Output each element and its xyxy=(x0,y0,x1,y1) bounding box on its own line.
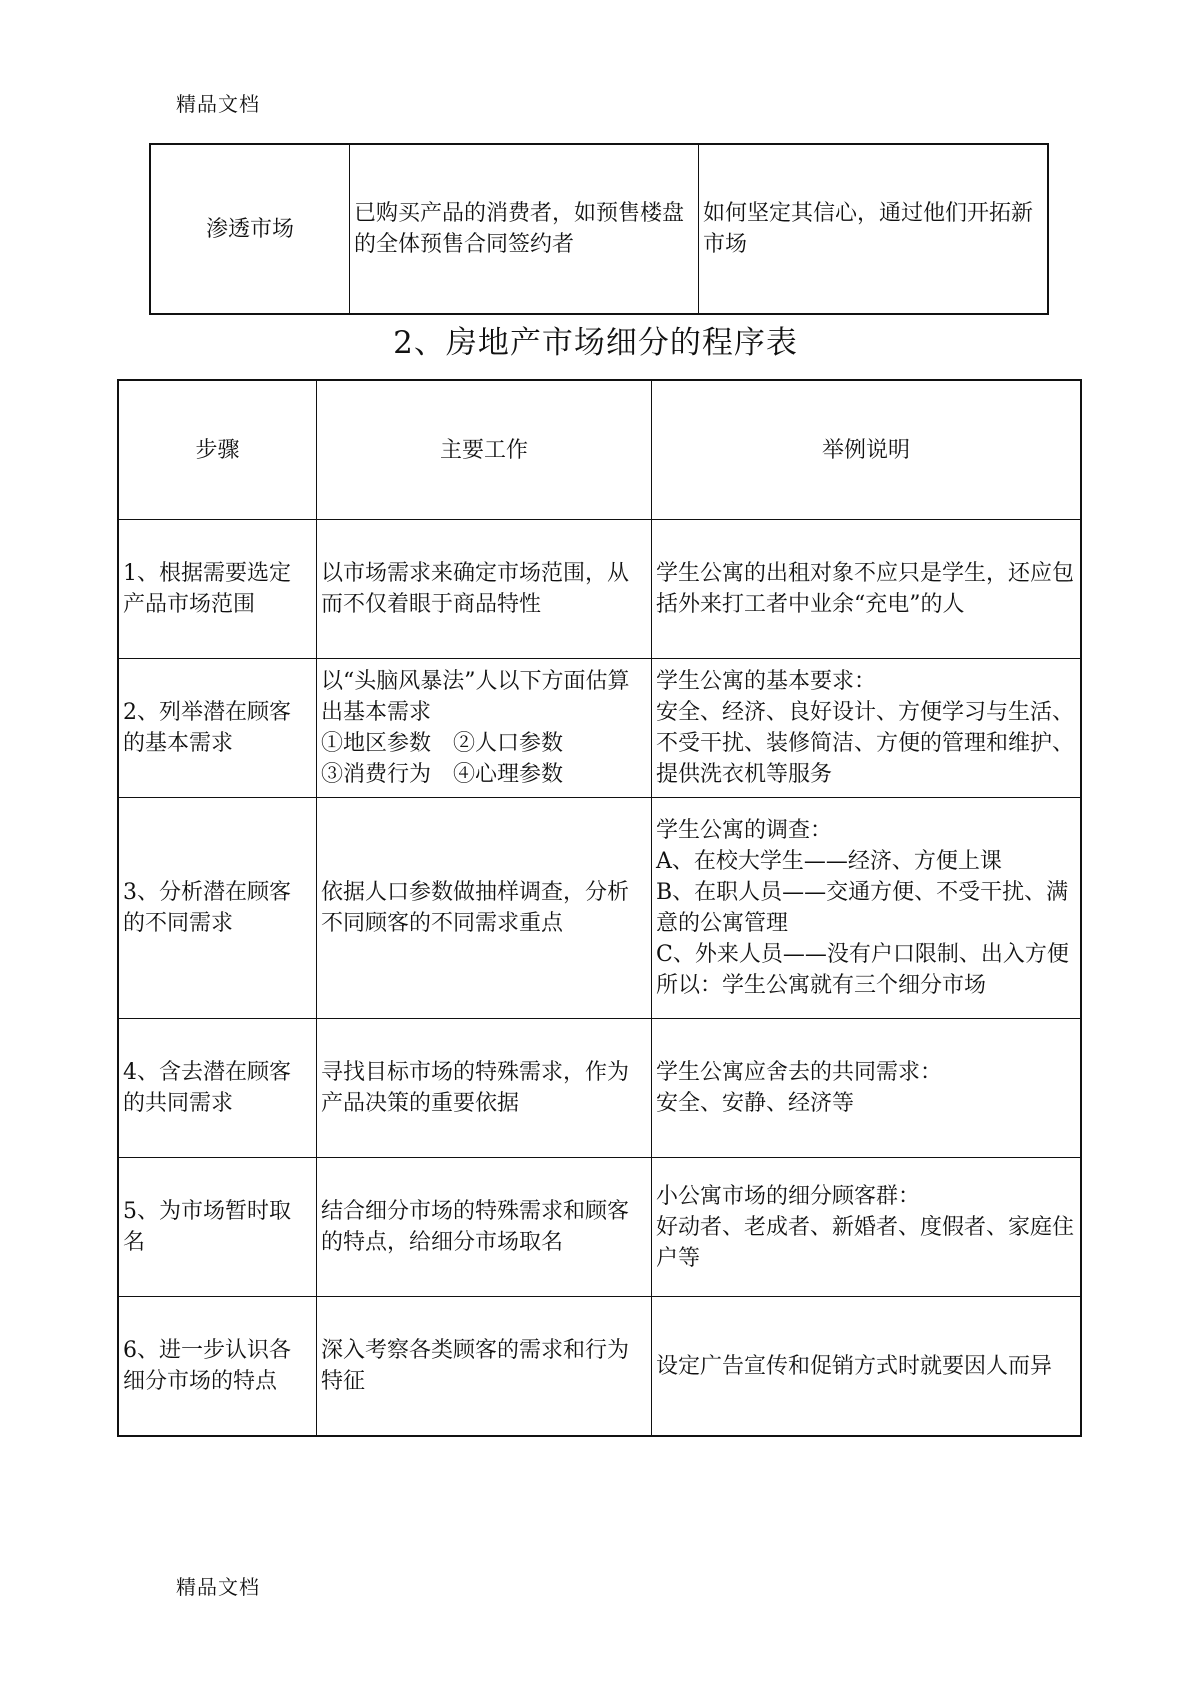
work-cell: 寻找目标市场的特殊需求，作为产品决策的重要依据 xyxy=(317,1019,652,1158)
work-cell: 以市场需求来确定市场范围，从而不仅着眼于商品特性 xyxy=(317,520,652,659)
table-row xyxy=(118,1019,1081,1158)
step-cell: 5、为市场暂时取名 xyxy=(118,1158,317,1297)
example-cell: 学生公寓的调查： A、在校大学生——经济、方便上课 B、在职人员——交通方便、不受干扰、满意的公寓管理 C、外来人员——没有户口限制、出入方便 所以：学生公寓就有三个细分市场 xyxy=(652,798,1082,1019)
header-example: 举例说明 xyxy=(652,380,1082,520)
step-cell: 3、分析潜在顾客的不同需求 xyxy=(118,798,317,1019)
page-footer: 精品文档 xyxy=(176,1575,260,1599)
section-title: 2、房地产市场细分的程序表 xyxy=(393,325,798,361)
page-header: 精品文档 xyxy=(176,92,260,116)
segment-table xyxy=(149,143,1049,315)
table-row xyxy=(118,659,1081,798)
step-cell: 4、含去潜在顾客的共同需求 xyxy=(118,1019,317,1158)
step-cell: 6、进一步认识各细分市场的特点 xyxy=(118,1297,317,1437)
work-cell: 以“头脑风暴法”人以下方面估算出基本需求 ①地区参数 ②人口参数 ③消费行为 ④心理参数 xyxy=(317,659,652,798)
procedure-table xyxy=(117,379,1082,1437)
example-cell: 学生公寓的出租对象不应只是学生，还应包括外来打工者中业余“充电”的人 xyxy=(652,520,1082,659)
segment-strategy-cell: 如何坚定其信心，通过他们开拓新市场 xyxy=(699,144,1049,314)
work-cell: 深入考察各类顾客的需求和行为特征 xyxy=(317,1297,652,1437)
example-cell: 设定广告宣传和促销方式时就要因人而异 xyxy=(652,1297,1082,1437)
step-cell: 1、根据需要选定产品市场范围 xyxy=(118,520,317,659)
example-cell: 小公寓市场的细分顾客群： 好动者、老成者、新婚者、度假者、家庭住户等 xyxy=(652,1158,1082,1297)
table-row xyxy=(150,144,1048,314)
example-cell: 学生公寓的基本要求： 安全、经济、良好设计、方便学习与生活、不受干扰、装修简洁、方便的管理和维护、提供洗衣机等服务 xyxy=(652,659,1082,798)
work-cell: 结合细分市场的特殊需求和顾客的特点，给细分市场取名 xyxy=(317,1158,652,1297)
header-step: 步骤 xyxy=(118,380,317,520)
work-cell: 依据人口参数做抽样调查，分析不同顾客的不同需求重点 xyxy=(317,798,652,1019)
table-row xyxy=(118,1158,1081,1297)
table-row xyxy=(118,1297,1081,1437)
step-cell: 2、列举潜在顾客的基本需求 xyxy=(118,659,317,798)
segment-definition-cell: 已购买产品的消费者，如预售楼盘的全体预售合同签约者 xyxy=(350,144,699,314)
table-row xyxy=(118,520,1081,659)
example-cell: 学生公寓应舍去的共同需求： 安全、安静、经济等 xyxy=(652,1019,1082,1158)
table-header-row xyxy=(118,380,1081,520)
header-work: 主要工作 xyxy=(317,380,652,520)
segment-name-cell: 渗透市场 xyxy=(150,144,350,314)
table-row xyxy=(118,798,1081,1019)
